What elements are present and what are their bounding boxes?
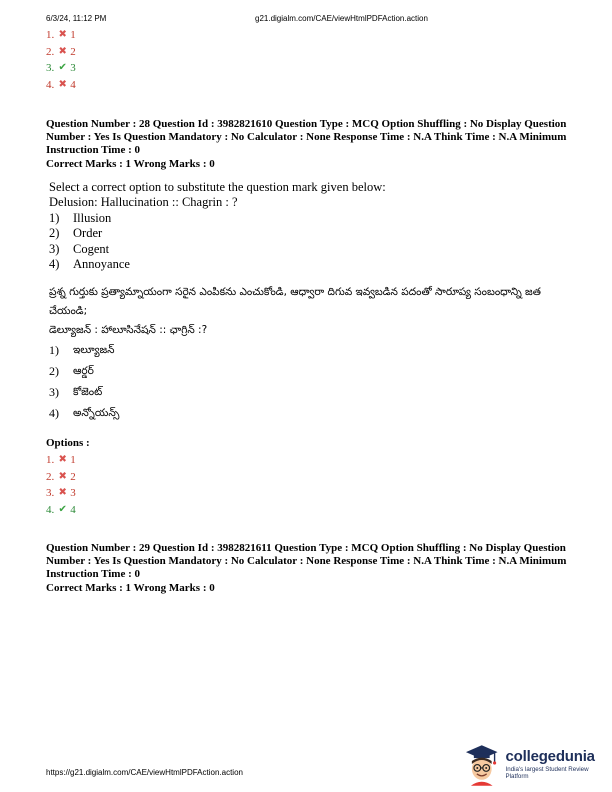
choice-item	[49, 226, 386, 241]
choice-number: 4)	[49, 406, 59, 420]
print-url: g21.digialm.com/CAE/viewHtmlPDFAction.action	[255, 14, 428, 23]
choice-number: 4)	[49, 257, 60, 272]
option-item	[46, 44, 76, 61]
question-marks: Correct Marks : 1 Wrong Marks : 0	[46, 581, 215, 594]
choice-item	[49, 257, 386, 272]
question-prompt: Select a correct option to substitute the question mark given below:	[49, 180, 386, 194]
cross-icon: ✖	[58, 78, 67, 90]
cross-icon: ✖	[58, 29, 67, 40]
option-item	[46, 60, 76, 77]
cross-icon: ✖	[58, 470, 67, 482]
option-item	[46, 469, 76, 486]
mascot-icon	[462, 742, 500, 786]
choice-number: 2)	[49, 226, 60, 241]
options-label: Options :	[46, 437, 90, 449]
option-value: 4	[70, 503, 76, 516]
cross-icon: ✖	[58, 487, 67, 498]
previous-question-options	[46, 27, 76, 93]
check-icon: ✔	[58, 503, 67, 515]
telugu-analogy: డెల్యూజన్ : హాలూసినేషన్ :: ఛాగ్రిన్ :?	[49, 324, 208, 336]
cross-icon: ✖	[58, 45, 67, 57]
option-value: 3	[70, 62, 76, 74]
option-number: 2.	[46, 470, 55, 483]
choice-number: 3)	[49, 241, 60, 256]
logo-tagline: India's largest Student Review Platform	[505, 766, 589, 780]
choice-text: ఇల్యూజన్	[73, 344, 115, 356]
option-number: 1.	[46, 454, 55, 466]
option-value: 2	[70, 45, 76, 58]
option-number: 3.	[46, 487, 55, 499]
logo-name: collegedunia	[505, 748, 595, 765]
option-value: 4	[70, 78, 76, 91]
question-marks: Correct Marks : 1 Wrong Marks : 0	[46, 157, 215, 170]
choice-item	[49, 211, 386, 226]
telugu-choice-item	[49, 340, 549, 361]
choice-text: ఆర్డర్	[73, 365, 94, 377]
question-28-meta	[46, 118, 576, 171]
telugu-choice-item	[49, 403, 549, 424]
check-icon: ✔	[58, 62, 67, 73]
option-value: 2	[70, 470, 76, 483]
choice-number: 3)	[49, 385, 59, 399]
option-number: 2.	[46, 45, 55, 58]
choice-text: Annoyance	[73, 257, 130, 272]
option-number: 4.	[46, 78, 55, 91]
option-item	[46, 27, 76, 44]
choice-text: Illusion	[73, 210, 112, 225]
option-number: 3.	[46, 62, 55, 74]
question-details: Question Number : 28 Question Id : 3982821610 Question Type : MCQ Option Shuffling : No Display Question Number : Yes Is Question Mandatory : No Calculator : None Response Time : N.A Think Time : N.A Minimum Instruction Time : 0	[46, 118, 567, 157]
option-value: 3	[70, 487, 76, 499]
question-details: Question Number : 29 Question Id : 3982821611 Question Type : MCQ Option Shuffling : No Display Question Number : Yes Is Question Mandatory : No Calculator : None Response Time : N.A Think Time : N.A Minimum Instruction Time : 0	[46, 542, 567, 581]
choice-number: 2)	[49, 364, 59, 378]
choice-text: Cogent	[73, 241, 110, 256]
cross-icon: ✖	[58, 454, 67, 465]
choice-number: 1)	[49, 343, 59, 357]
question-28-telugu	[49, 283, 549, 424]
logo-text	[506, 748, 612, 780]
choice-item	[49, 242, 386, 257]
choice-text: కోజెంట్	[73, 386, 103, 398]
option-item	[46, 77, 76, 94]
option-number: 1.	[46, 29, 55, 41]
telugu-prompt: ప్రశ్న గుర్తుకు ప్రత్యామ్నాయంగా సరైన ఎంపికను ఎంచుకోండి, ఆధ్వారా దిగువ ఇవ్వబడిన పదంతో సారూప్య సంబంధాన్ని జత చేయండి;	[49, 286, 541, 317]
option-value: 1	[70, 29, 76, 41]
telugu-choice-item	[49, 361, 549, 382]
collegedunia-logo	[462, 742, 612, 786]
question-29-meta	[46, 542, 576, 595]
question-28-english	[49, 180, 386, 272]
choice-text: అన్నోయన్స్	[73, 407, 120, 419]
option-number: 4.	[46, 503, 55, 516]
print-datetime: 6/3/24, 11:12 PM	[46, 14, 107, 23]
option-item	[46, 485, 76, 502]
choice-text: Order	[73, 226, 103, 241]
option-item	[46, 502, 76, 519]
question-analogy: Delusion: Hallucination :: Chagrin : ?	[49, 195, 238, 210]
option-value: 1	[70, 454, 76, 466]
telugu-choice-item	[49, 382, 549, 403]
choice-number: 1)	[49, 210, 60, 225]
question-28-options	[46, 452, 76, 518]
option-item	[46, 452, 76, 469]
footer-url: https://g21.digialm.com/CAE/viewHtmlPDFAction.action	[46, 768, 243, 777]
